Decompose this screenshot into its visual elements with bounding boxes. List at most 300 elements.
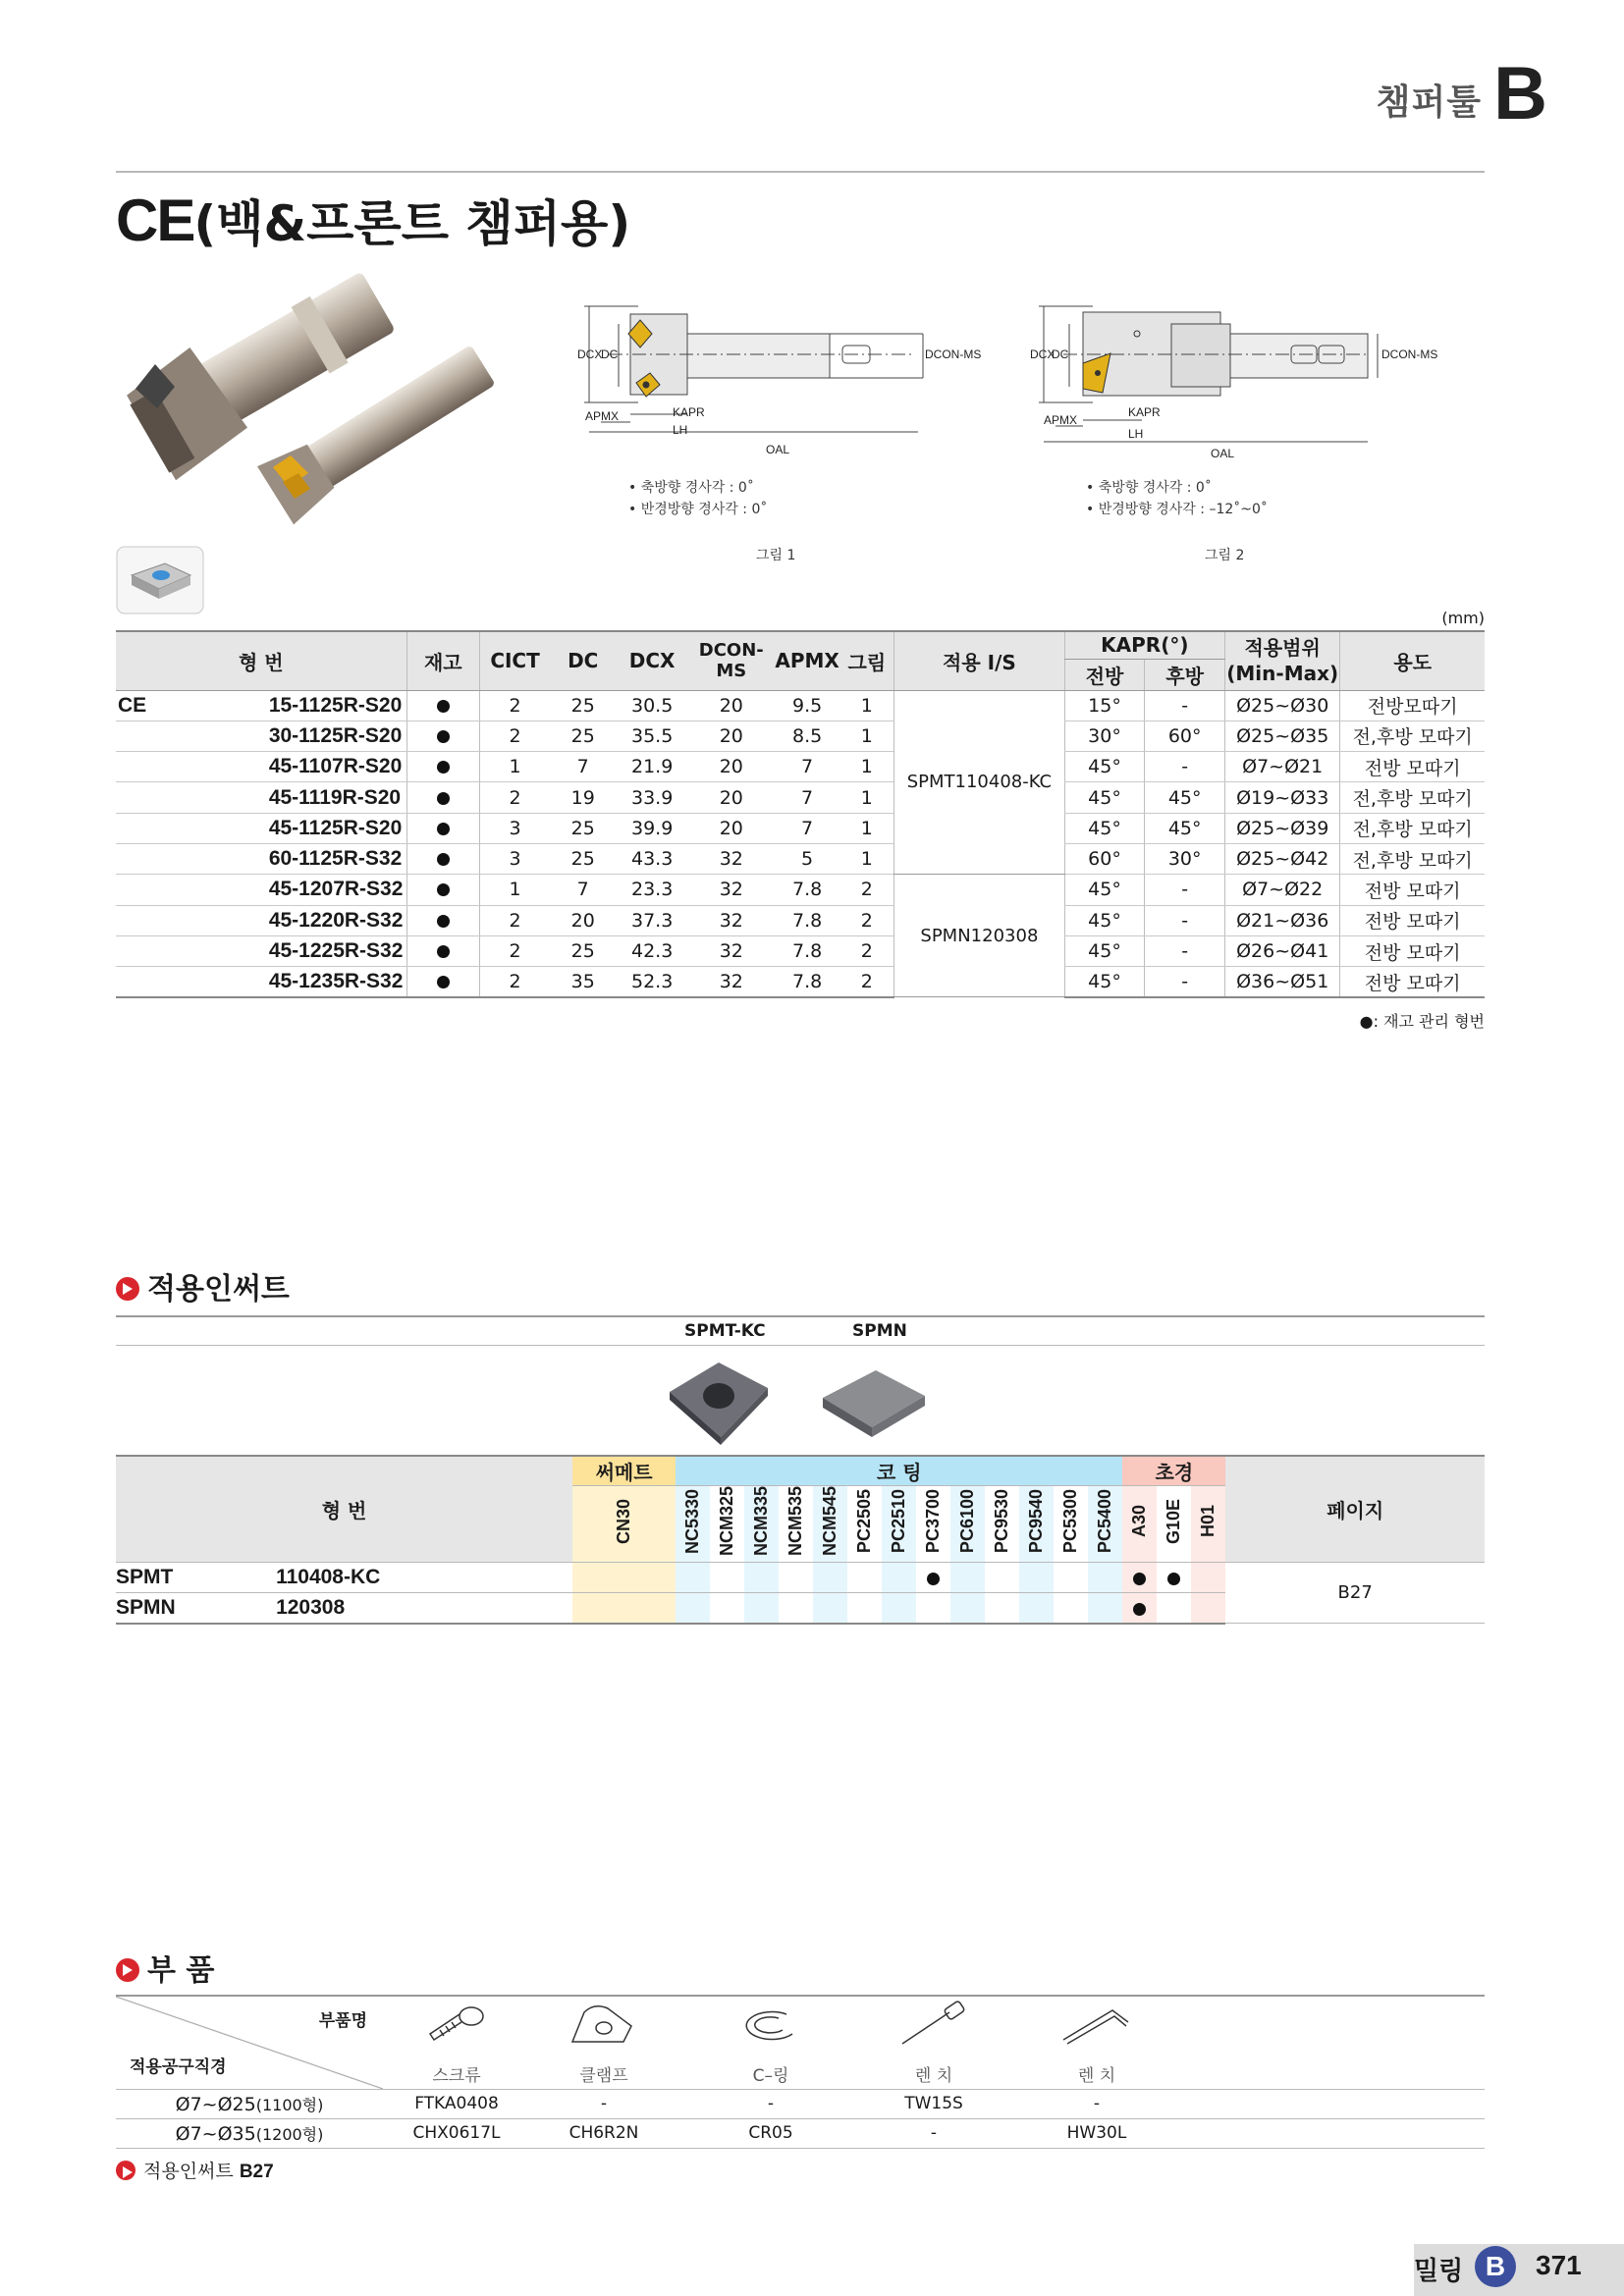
tool-row <box>116 690 1485 721</box>
col-dc: DC <box>550 631 616 690</box>
part-name: 클램프 <box>530 2058 677 2089</box>
grade-header <box>1191 1486 1225 1563</box>
kapr-back-cell: - <box>1145 875 1225 905</box>
tool-code: 45-1235R-S32 <box>251 967 406 997</box>
spmn-insert-image <box>815 1359 933 1447</box>
part-code: - <box>864 2118 1003 2148</box>
page-title <box>116 185 630 255</box>
grade-cell <box>882 1593 916 1624</box>
apmx-cell: 7.8 <box>775 935 840 966</box>
kapr-back-cell: - <box>1145 690 1225 721</box>
grade-cell <box>1088 1593 1122 1624</box>
grade-cell <box>847 1563 882 1593</box>
stock-dot-icon <box>437 730 450 743</box>
figure-1-drawing <box>579 294 1001 471</box>
grade-header <box>1122 1486 1157 1563</box>
range-cell: Ø25~Ø30 <box>1225 690 1340 721</box>
col-designation: 형 번 <box>116 631 406 690</box>
tool-spec-table <box>116 630 1485 998</box>
tool-row <box>116 752 1485 782</box>
grade-label: NCM325 <box>717 1486 737 1557</box>
col-kapr-front: 전방 <box>1064 659 1145 690</box>
grade-cell <box>572 1563 676 1593</box>
insert-grade-table <box>116 1455 1485 1625</box>
cict-cell: 2 <box>480 935 550 966</box>
range-cell: Ø26~Ø41 <box>1225 935 1340 966</box>
kapr-front-cell: 45° <box>1064 782 1145 813</box>
figure-1-caption: 그림 1 <box>756 548 796 563</box>
part-name: 렌 치 <box>864 2058 1003 2089</box>
parts-empty-cell <box>1190 2089 1485 2118</box>
cict-cell: 1 <box>480 752 550 782</box>
parts-tool-type: (1100형) <box>255 2095 324 2114</box>
tool-row <box>116 813 1485 843</box>
arrow-circle-icon <box>116 1958 139 1982</box>
col-dcx: DCX <box>616 631 688 690</box>
fig2-kapr-label: KAPR <box>1128 405 1161 419</box>
grade-cell <box>1054 1563 1088 1593</box>
ins-group-coating: 코 팅 <box>676 1456 1122 1486</box>
insert-name-spmt: SPMT-KC <box>684 1321 766 1341</box>
figure-cell: 1 <box>840 782 894 813</box>
apmx-cell: 7.8 <box>775 905 840 935</box>
available-dot-icon <box>1133 1603 1146 1616</box>
figure-2-drawing <box>1030 294 1446 471</box>
grade-cell <box>1122 1563 1157 1593</box>
grade-cell <box>779 1593 813 1624</box>
stock-cell <box>406 875 480 905</box>
series-cell <box>116 967 251 997</box>
col-stock: 재고 <box>406 631 480 690</box>
figure-1-notes <box>628 477 767 520</box>
tool-code: 45-1207R-S32 <box>251 875 406 905</box>
dcon-cell: 20 <box>688 782 775 813</box>
cict-cell: 2 <box>480 905 550 935</box>
stock-dot-icon <box>437 761 450 774</box>
fig1-note-radial: • 반경방향 경사각 : 0˚ <box>628 502 768 517</box>
grade-label: PC6100 <box>957 1489 978 1554</box>
grade-cell <box>916 1563 950 1593</box>
grade-cell <box>710 1593 744 1624</box>
dcon-cell: 32 <box>688 843 775 874</box>
kapr-back-cell: 45° <box>1145 813 1225 843</box>
usage-cell: 전방모따기 <box>1340 690 1485 721</box>
dcon-cell: 32 <box>688 935 775 966</box>
dcx-cell: 42.3 <box>616 935 688 966</box>
grade-header <box>572 1486 676 1563</box>
grade-cell <box>950 1593 985 1624</box>
grade-cell <box>1157 1563 1191 1593</box>
parts-note-label: 적용인써트 <box>143 2161 234 2182</box>
parts-range-cell <box>116 2089 383 2118</box>
screw-icon <box>422 2001 491 2050</box>
grade-label: A30 <box>1129 1505 1150 1538</box>
part-code: CR05 <box>677 2118 864 2148</box>
grade-label: PC2510 <box>889 1489 909 1554</box>
series-cell: CE <box>116 690 251 721</box>
cring-image-cell <box>677 1997 864 2058</box>
fig1-kapr-label: KAPR <box>673 405 705 419</box>
dc-cell: 19 <box>550 782 616 813</box>
ins-col-designation: 형 번 <box>116 1456 572 1563</box>
wrench-torx-image-cell <box>864 1997 1003 2058</box>
dcx-cell: 43.3 <box>616 843 688 874</box>
tool-code: 45-1125R-S20 <box>251 813 406 843</box>
parts-empty-cell <box>1190 2058 1485 2089</box>
footer-page-number: 371 <box>1536 2250 1582 2280</box>
clamp-icon <box>565 1999 643 2052</box>
grade-cell <box>1019 1563 1054 1593</box>
dcx-cell: 37.3 <box>616 905 688 935</box>
col-kapr-back: 후방 <box>1145 659 1225 690</box>
stock-cell <box>406 690 480 721</box>
insert-name-spmn: SPMN <box>852 1321 907 1341</box>
dcon-cell: 32 <box>688 875 775 905</box>
kapr-back-cell: - <box>1145 752 1225 782</box>
apmx-cell: 9.5 <box>775 690 840 721</box>
stock-cell <box>406 752 480 782</box>
cict-cell: 2 <box>480 690 550 721</box>
wrench-hex-image-cell <box>1003 1997 1190 2058</box>
figure-cell: 2 <box>840 905 894 935</box>
grade-label: PC9540 <box>1026 1489 1047 1554</box>
figure-cell: 2 <box>840 935 894 966</box>
cict-cell: 1 <box>480 875 550 905</box>
grade-header <box>1157 1486 1191 1563</box>
fig2-apmx-label: APMX <box>1044 413 1078 427</box>
kapr-back-cell: - <box>1145 905 1225 935</box>
tool-code: 45-1119R-S20 <box>251 782 406 813</box>
stock-cell <box>406 905 480 935</box>
page-title-sub: (백&프론트 챔퍼용) <box>193 195 631 252</box>
series-cell <box>116 843 251 874</box>
kapr-front-cell: 60° <box>1064 843 1145 874</box>
stock-cell <box>406 721 480 751</box>
usage-cell: 전,후방 모따기 <box>1340 813 1485 843</box>
parts-corner-top: 부품명 <box>318 2011 367 2031</box>
grade-header <box>882 1486 916 1563</box>
grade-cell <box>985 1593 1019 1624</box>
grade-cell <box>676 1563 710 1593</box>
part-code: CH6R2N <box>530 2118 677 2148</box>
fig2-note-radial: • 반경방향 경사각 : –12˚~0˚ <box>1086 502 1268 517</box>
parts-note-page: B27 <box>239 2162 274 2182</box>
insert-code: 110408-KC <box>276 1563 572 1593</box>
grade-cell <box>1019 1593 1054 1624</box>
insert-page-ref[interactable]: B27 <box>1225 1563 1485 1624</box>
dc-cell: 25 <box>550 813 616 843</box>
grade-header <box>1088 1486 1122 1563</box>
grade-header <box>1054 1486 1088 1563</box>
range-cell: Ø36~Ø51 <box>1225 967 1340 997</box>
range-cell: Ø25~Ø35 <box>1225 721 1340 751</box>
series-cell <box>116 752 251 782</box>
grade-cell <box>1191 1563 1225 1593</box>
section-title: 챔퍼툴 <box>1376 82 1482 123</box>
fig2-oal-label: OAL <box>1211 447 1235 460</box>
footer-letter-badge: B <box>1475 2246 1516 2287</box>
part-code: - <box>530 2089 677 2118</box>
grade-cell <box>572 1593 676 1624</box>
tool-row <box>116 875 1485 905</box>
tool-row <box>116 782 1485 813</box>
fig2-dcx-label: DCX <box>1030 347 1056 361</box>
col-apmx: APMX <box>775 631 840 690</box>
grade-cell <box>744 1563 779 1593</box>
grade-cell <box>847 1593 882 1624</box>
grade-header <box>779 1486 813 1563</box>
arrow-circle-icon <box>116 1277 139 1301</box>
col-range-sub: (Min-Max) <box>1226 662 1339 686</box>
dcon-cell: 20 <box>688 690 775 721</box>
insert-type: SPMT <box>116 1563 276 1593</box>
dc-cell: 25 <box>550 935 616 966</box>
grade-header <box>744 1486 779 1563</box>
tool-row <box>116 935 1485 966</box>
cict-cell: 2 <box>480 782 550 813</box>
dcx-cell: 33.9 <box>616 782 688 813</box>
figure-cell: 2 <box>840 967 894 997</box>
grade-cell <box>813 1563 847 1593</box>
c-ring-icon <box>731 2001 810 2050</box>
available-dot-icon <box>1167 1573 1180 1585</box>
usage-cell: 전방 모따기 <box>1340 752 1485 782</box>
tool-code: 60-1125R-S32 <box>251 843 406 874</box>
available-dot-icon <box>1133 1573 1146 1585</box>
grade-label: PC5400 <box>1095 1489 1115 1554</box>
dcon-cell: 20 <box>688 721 775 751</box>
col-range-label: 적용범위 <box>1244 636 1321 661</box>
header-divider <box>116 171 1485 173</box>
parts-empty-cell <box>1190 2118 1485 2148</box>
kapr-back-cell: - <box>1145 967 1225 997</box>
dcx-cell: 21.9 <box>616 752 688 782</box>
kapr-front-cell: 45° <box>1064 967 1145 997</box>
dcon-cell: 32 <box>688 967 775 997</box>
kapr-front-cell: 45° <box>1064 905 1145 935</box>
ins-col-page: 페이지 <box>1225 1456 1485 1563</box>
dcon-cell: 20 <box>688 813 775 843</box>
grade-header <box>676 1486 710 1563</box>
dc-cell: 7 <box>550 875 616 905</box>
stock-cell <box>406 935 480 966</box>
part-code: CHX0617L <box>383 2118 530 2148</box>
grade-cell <box>916 1593 950 1624</box>
parts-corner-cell <box>116 1997 383 2089</box>
tool-row <box>116 721 1485 751</box>
tool-code: 30-1125R-S20 <box>251 721 406 751</box>
screw-image-cell <box>383 1997 530 2058</box>
series-cell <box>116 905 251 935</box>
col-usage: 용도 <box>1340 631 1485 690</box>
insert-type: SPMN <box>116 1593 276 1624</box>
apmx-cell: 5 <box>775 843 840 874</box>
kapr-front-cell: 15° <box>1064 690 1145 721</box>
stock-dot-icon <box>437 976 450 988</box>
grade-header <box>985 1486 1019 1563</box>
tool-code: 45-1220R-S32 <box>251 905 406 935</box>
insert-row <box>116 1563 1485 1593</box>
parts-section-heading <box>116 1946 214 1989</box>
fig1-apmx-label: APMX <box>585 409 620 423</box>
apmx-cell: 7 <box>775 782 840 813</box>
dcx-cell: 23.3 <box>616 875 688 905</box>
grade-header <box>710 1486 744 1563</box>
figure-2-notes <box>1086 477 1268 520</box>
col-figure: 그림 <box>840 631 894 690</box>
fig1-oal-label: OAL <box>766 443 790 456</box>
grade-cell <box>813 1593 847 1624</box>
grade-header <box>847 1486 882 1563</box>
grade-header <box>1019 1486 1054 1563</box>
stock-dot-icon <box>437 853 450 866</box>
part-code: TW15S <box>864 2089 1003 2118</box>
grade-label: CN30 <box>614 1498 634 1545</box>
figure-cell: 1 <box>840 843 894 874</box>
parts-row <box>116 2089 1485 2118</box>
dc-cell: 35 <box>550 967 616 997</box>
col-kapr: KAPR(°) <box>1064 631 1224 659</box>
series-cell <box>116 782 251 813</box>
fig2-note-axial: • 축방향 경사각 : 0˚ <box>1086 480 1212 496</box>
spmt-insert-image <box>660 1353 778 1447</box>
dcx-cell: 30.5 <box>616 690 688 721</box>
fig2-lh-label: LH <box>1128 427 1144 441</box>
hex-wrench-icon <box>1057 2001 1136 2050</box>
parts-section-title: 부 품 <box>147 1953 215 1988</box>
kapr-back-cell: 30° <box>1145 843 1225 874</box>
figure-cell: 1 <box>840 721 894 751</box>
section-letter: B <box>1493 52 1547 135</box>
usage-cell: 전,후방 모따기 <box>1340 843 1485 874</box>
grade-header <box>813 1486 847 1563</box>
stock-cell <box>406 813 480 843</box>
parts-range-cell <box>116 2118 383 2148</box>
part-name: C–링 <box>677 2058 864 2089</box>
grade-cell <box>985 1563 1019 1593</box>
stock-dot-icon <box>437 915 450 928</box>
kapr-back-cell: 45° <box>1145 782 1225 813</box>
grade-label: NCM545 <box>820 1486 840 1557</box>
dc-cell: 7 <box>550 752 616 782</box>
fig2-dcon-label: DCON-MS <box>1381 347 1438 361</box>
grade-label: PC5300 <box>1060 1489 1081 1554</box>
kapr-back-cell: 60° <box>1145 721 1225 751</box>
dc-cell: 25 <box>550 721 616 751</box>
range-cell: Ø7~Ø21 <box>1225 752 1340 782</box>
col-dcon: DCON-MS <box>688 631 775 690</box>
dcon-cell: 32 <box>688 905 775 935</box>
grade-cell <box>882 1563 916 1593</box>
cict-cell: 3 <box>480 843 550 874</box>
apmx-cell: 8.5 <box>775 721 840 751</box>
parts-range: Ø7~Ø25 <box>175 2093 256 2115</box>
grade-header <box>950 1486 985 1563</box>
part-code: HW30L <box>1003 2118 1190 2148</box>
insert-section-heading <box>116 1264 290 1308</box>
grade-cell <box>1088 1563 1122 1593</box>
dc-cell: 20 <box>550 905 616 935</box>
apmx-cell: 7.8 <box>775 967 840 997</box>
insert-name-divider <box>116 1345 1485 1346</box>
usage-cell: 전,후방 모따기 <box>1340 721 1485 751</box>
tool-code: 45-1107R-S20 <box>251 752 406 782</box>
parts-row <box>116 2118 1485 2148</box>
figure-cell: 1 <box>840 752 894 782</box>
stock-cell <box>406 782 480 813</box>
range-cell: Ø19~Ø33 <box>1225 782 1340 813</box>
grade-header <box>916 1486 950 1563</box>
dc-cell: 25 <box>550 690 616 721</box>
grade-label: NCM535 <box>785 1486 806 1557</box>
stock-cell <box>406 843 480 874</box>
kapr-front-cell: 45° <box>1064 875 1145 905</box>
fig1-lh-label: LH <box>673 423 688 437</box>
series-cell <box>116 721 251 751</box>
range-cell: Ø7~Ø22 <box>1225 875 1340 905</box>
dcx-cell: 35.5 <box>616 721 688 751</box>
available-dot-icon <box>927 1573 940 1585</box>
clamp-image-cell <box>530 1997 677 2058</box>
fig2-dc-label: DC <box>1052 347 1069 361</box>
stock-cell <box>406 967 480 997</box>
dc-cell: 25 <box>550 843 616 874</box>
fig1-dcx-label: DCX <box>577 347 603 361</box>
tool-row <box>116 843 1485 874</box>
col-range <box>1225 631 1340 690</box>
grade-cell <box>676 1593 710 1624</box>
grade-cell <box>1157 1593 1191 1624</box>
grade-cell <box>950 1563 985 1593</box>
grade-cell <box>744 1593 779 1624</box>
series-cell <box>116 875 251 905</box>
tool-code: 45-1225R-S32 <box>251 935 406 966</box>
series-cell <box>116 813 251 843</box>
grade-label: H01 <box>1198 1505 1218 1538</box>
dcx-cell: 39.9 <box>616 813 688 843</box>
grade-label: NCM335 <box>751 1486 772 1557</box>
dcx-cell: 52.3 <box>616 967 688 997</box>
insert-section-title: 적용인써트 <box>147 1272 290 1307</box>
torx-wrench-icon <box>894 2001 973 2050</box>
kapr-front-cell: 45° <box>1064 935 1145 966</box>
fig1-dcon-label: DCON-MS <box>925 347 982 361</box>
kapr-front-cell: 45° <box>1064 813 1145 843</box>
insert-code: 120308 <box>276 1593 572 1624</box>
usage-cell: 전방 모따기 <box>1340 905 1485 935</box>
fig1-note-axial: • 축방향 경사각 : 0˚ <box>628 480 754 496</box>
insert-type-icon <box>116 546 204 614</box>
part-name: 렌 치 <box>1003 2058 1190 2089</box>
stock-footnote: ●: 재고 관리 형번 <box>1359 1012 1485 1031</box>
insert-cell: SPMN120308 <box>894 875 1065 997</box>
parts-empty-cell <box>1190 1997 1485 2058</box>
product-photo <box>116 271 489 526</box>
figure-cell: 2 <box>840 875 894 905</box>
insert-cell: SPMT110408-KC <box>894 690 1065 875</box>
parts-corner-bottom: 적용공구직경 <box>130 2056 227 2077</box>
grade-label: PC9530 <box>992 1489 1012 1554</box>
kapr-front-cell: 30° <box>1064 721 1145 751</box>
parts-table <box>116 1997 1485 2149</box>
fig1-dc-label: DC <box>601 347 619 361</box>
stock-dot-icon <box>437 700 450 713</box>
range-cell: Ø25~Ø39 <box>1225 813 1340 843</box>
grade-cell <box>710 1563 744 1593</box>
figure-cell: 1 <box>840 813 894 843</box>
ins-group-cbn: 초경 <box>1122 1456 1225 1486</box>
kapr-back-cell: - <box>1145 935 1225 966</box>
